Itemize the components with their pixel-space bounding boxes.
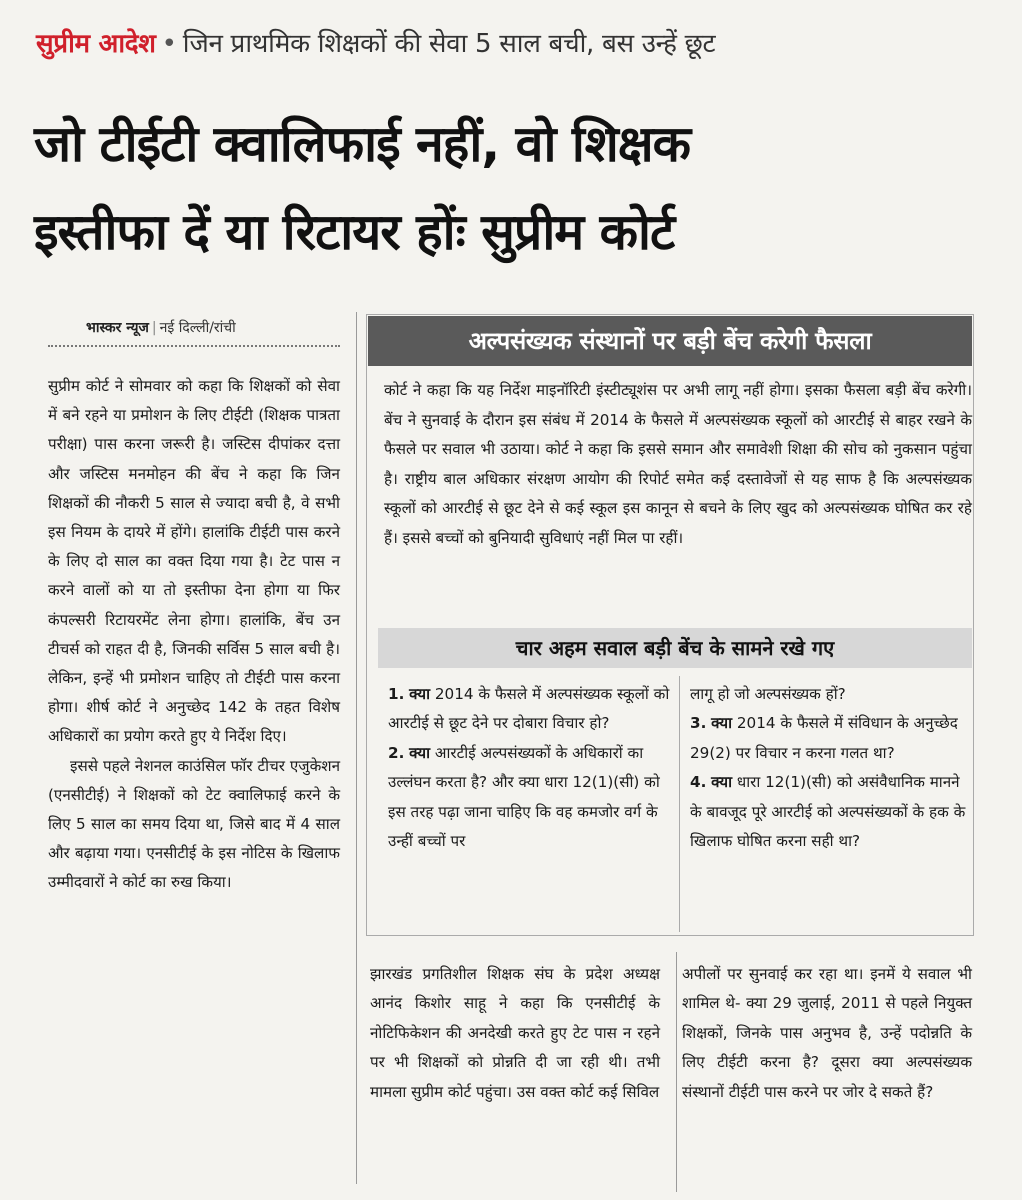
question-3-keyword: क्या bbox=[711, 714, 733, 733]
article-left-column bbox=[48, 372, 340, 898]
column-rule-2 bbox=[676, 952, 677, 1192]
question-4-number: 4. bbox=[690, 773, 707, 792]
sidebar-box-title: अल्पसंख्यक संस्थानों पर बड़ी बेंच करेगी फैसला bbox=[368, 316, 972, 366]
question-3-text: 2014 के फैसले में संविधान के अनुच्छेद 29(2) पर विचार न करना गलत था? bbox=[690, 714, 958, 762]
byline-divider bbox=[48, 345, 340, 347]
question-1-number: 1. bbox=[388, 685, 405, 703]
headline-line-1: जो टीईटी क्वालिफाई नहीं, वो शिक्षक bbox=[34, 115, 691, 173]
question-2 bbox=[388, 739, 672, 857]
headline bbox=[34, 100, 994, 276]
question-1-text: 2014 के फैसले में अल्पसंख्यक स्कूलों को आरटीई से छूट देने पर दोबारा विचार हो? bbox=[388, 685, 670, 733]
question-3 bbox=[690, 709, 974, 768]
byline bbox=[86, 318, 236, 337]
left-paragraph-1: सुप्रीम कोर्ट ने सोमवार को कहा कि शिक्षकों को सेवा में बने रहने या प्रमोशन के लिए टीईटी (शिक्षक पात्रता परीक्षा) पास करना जरूरी है। जस्टिस दीपांकर दत्ता और जस्टिस मनमोहन की बेंच ने कहा कि जिन शिक्षकों की नौकरी 5 साल से ज्यादा बची है, वे सभी इस नियम के दायरे में होंगे। हालांकि टीईटी पास करने के लिए दो साल का वक्त दिया गया है। टेट पास न करने वालों को या तो इस्तीफा देना होगा या फिर कंपल्सरी रिटायरमेंट लेना होगा। हालांकि, बेंच उन टीचर्स को राहत दी है, जिनकी सर्विस 5 साल बची है। लेकिन, इन्हें भी प्रमोशन चाहिए तो टीईटी पास करना होगा। शीर्ष कोर्ट ने अनुच्छेद 142 के तहत विशेष अधिकारों का प्रयोग करते हुए ये निर्देश दिए। bbox=[48, 377, 340, 746]
question-4-keyword: क्या bbox=[711, 773, 733, 792]
questions-column-2 bbox=[690, 680, 974, 856]
question-1 bbox=[388, 680, 672, 739]
byline-agency: भास्कर न्यूज bbox=[86, 320, 149, 336]
question-4-text: धारा 12(1)(सी) को असंवैधानिक मानने के बावजूद पूरे आरटीई को अल्पसंख्यकों के हक के खिलाफ घोषित करना सही था? bbox=[690, 773, 966, 851]
sidebar-box-body: कोर्ट ने कहा कि यह निर्देश माइनॉरिटी इंस्टीट्यूशंस पर अभी लागू नहीं होगा। इसका फैसला बड़ी बेंच करेगी। बेंच ने सुनवाई के दौरान इस संबंध में 2014 के फैसले में अल्पसंख्यक स्कूलों को आरटीई से बाहर रखने के फैसले पर सवाल भी उठाया। कोर्ट ने कहा कि इससे समान और समावेशी शिक्षा की सोच को नुकसान पहुंचा है। राष्ट्रीय बाल अधिकार संरक्षण आयोग की रिपोर्ट समेत कई दस्तावेजों से यह साफ है कि अल्पसंख्यक स्कूलों को आरटीई से छूट देने से कई स्कूल इस कानून से बचने के लिए खुद को अल्पसंख्यक घोषित कर रहे हैं। इससे बच्चों को बुनियादी सुविधाएं नहीं मिल पा रहीं। bbox=[384, 381, 972, 547]
column-rule-1 bbox=[356, 312, 357, 1184]
question-2-number: 2. bbox=[388, 743, 405, 762]
questions-divider bbox=[679, 676, 680, 932]
bottom-column-2: अपीलों पर सुनवाई कर रहा था। इनमें ये सवाल भी शामिल थे- क्या 29 जुलाई, 2011 से पहले नियुक्त शिक्षकों, जिनके पास अनुभव है, उन्हें पदोन्नति के लिए टीईटी करना है? दूसरा क्या अल्पसंख्यक संस्थानों टीईटी पास करने पर जोर दे सकते हैं? bbox=[682, 965, 972, 1101]
headline-line-2: इस्तीफा दें या रिटायर होंः सुप्रीम कोर्ट bbox=[34, 203, 675, 261]
kicker-bullet: • bbox=[161, 29, 177, 59]
question-2-keyword: क्या bbox=[409, 743, 431, 762]
left-paragraph-2: इससे पहले नेशनल काउंसिल फॉर टीचर एजुकेशन (एनसीटीई) ने शिक्षकों को टेट क्वालिफाई करने के लिए 5 साल का समय दिया था, जिसे बाद में 4 साल और बढ़ाया गया। एनसीटीई के इस नोटिस के खिलाफ उम्मीदवारों ने कोर्ट का रुख किया। bbox=[48, 756, 340, 892]
bottom-column-1: झारखंड प्रगतिशील शिक्षक संघ के प्रदेश अध्यक्ष आनंद किशोर साहू ने कहा कि एनसीटीई के नोटिफिकेशन की अनदेखी करते हुए टेट पास न रहने पर भी शिक्षकों को प्रोन्नति दी जा रही थी। तभी मामला सुप्रीम कोर्ट पहुंचा। उस वक्त कोर्ट कई सिविल bbox=[370, 965, 660, 1101]
kicker bbox=[36, 24, 715, 60]
questions-column-1 bbox=[388, 680, 672, 856]
byline-place: नई दिल्ली/रांची bbox=[159, 320, 236, 336]
questions-title: चार अहम सवाल बड़ी बेंच के सामने रखे गए bbox=[378, 628, 972, 668]
kicker-tag: सुप्रीम आदेश bbox=[36, 29, 156, 59]
byline-separator: | bbox=[151, 320, 157, 336]
question-2-text: आरटीई अल्पसंख्यकों के अधिकारों का उल्लंघन करता है? और क्या धारा 12(1)(सी) को इस तरह पढ़ा जाना चाहिए कि वह कमजोर वर्ग के उन्हीं बच्चों पर bbox=[388, 743, 660, 851]
question-3-number: 3. bbox=[690, 714, 707, 733]
kicker-text: जिन प्राथमिक शिक्षकों की सेवा 5 साल बची, बस उन्हें छूट bbox=[182, 29, 716, 59]
question-2-continued: लागू हो जो अल्पसंख्यक हों? bbox=[690, 685, 846, 703]
question-1-keyword: क्या bbox=[409, 685, 431, 703]
question-4 bbox=[690, 768, 974, 856]
